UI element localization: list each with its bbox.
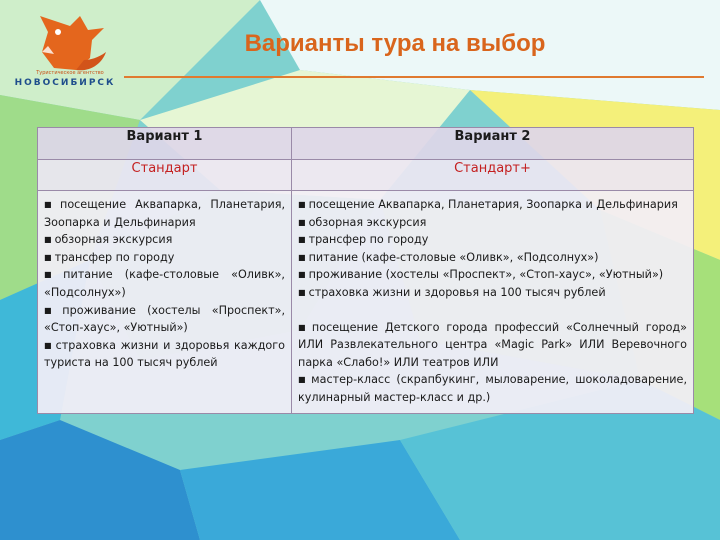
details-row	[38, 191, 694, 414]
tour-options-table	[37, 127, 694, 414]
list-item: ■ страховка жизни и здоровья каждого туриста на 100 тысяч рублей	[44, 338, 286, 370]
list-item: ■ страховка жизни и здоровья на 100 тысяч рублей	[298, 285, 606, 299]
variant-2-package: Стандарт+	[292, 160, 694, 191]
spacer	[298, 302, 687, 319]
title-underline	[124, 76, 704, 78]
variant-2-details	[292, 191, 694, 414]
logo-tagline: Туристическое агентство	[36, 70, 104, 76]
variant-header-row	[38, 128, 694, 160]
list-item: ■ питание (кафе-столовые «Оливк», «Подсолнух»)	[298, 250, 599, 264]
list-item: ■ питание (кафе-столовые «Оливк», «Подсолнух»)	[44, 268, 285, 299]
variant-1-package: Стандарт	[38, 160, 292, 191]
list-item: ■ проживание (хостелы «Проспект», «Стоп-хаус», «Уютный»)	[298, 268, 664, 282]
package-row	[38, 160, 694, 191]
list-item: ■ трансфер по городу	[298, 233, 429, 247]
variant-1-heading: Вариант 1	[38, 128, 292, 160]
logo-city: НОВОСИБИРСК	[14, 78, 116, 88]
list-item: ■ посещение Аквапарка, Планетария, Зоопарка и Дельфинария	[44, 198, 285, 229]
page-title: Варианты тура на выбор	[244, 30, 546, 57]
list-item: ■ посещение Детского города профессий «Солнечный город» ИЛИ Развлекательного центра «Magic Park» ИЛИ Веревочного парка «Слабо!» ИЛИ театров ИЛИ	[298, 320, 688, 369]
list-item: ■ мастер-класс (скрапбукинг, мыловарение, шоколадоварение, кулинарный мастер-класс и др.)	[298, 373, 688, 404]
list-item: ■ обзорная экскурсия	[298, 215, 427, 229]
list-item: ■ трансфер по городу	[44, 250, 175, 264]
list-item: ■ посещение Аквапарка, Планетария, Зоопарка и Дельфинария	[298, 198, 678, 211]
variant-2-heading: Вариант 2	[292, 128, 694, 160]
variant-1-details	[38, 191, 292, 414]
list-item: ■ обзорная экскурсия	[44, 233, 173, 247]
list-item: ■ проживание (хостелы «Проспект», «Стоп-хаус», «Уютный»)	[44, 303, 285, 335]
